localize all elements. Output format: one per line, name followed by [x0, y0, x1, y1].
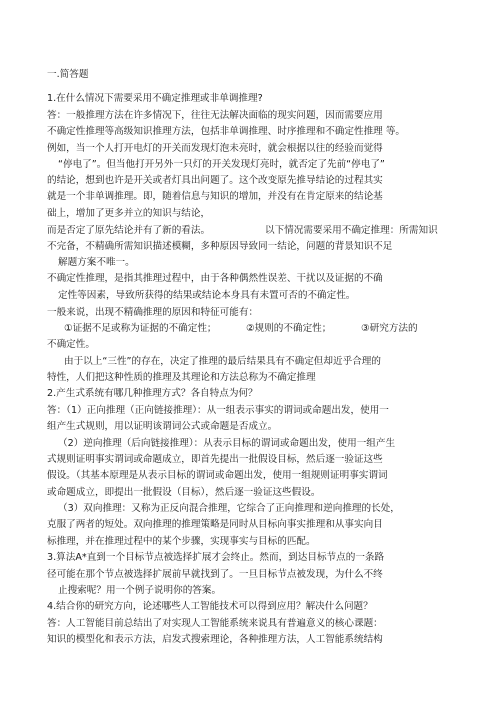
answer-line: 不确定性推理等高级知识推理方法，包括非单调推理、时序推理和不确定性推理 等。 [47, 126, 406, 137]
answer-line: 克服了两者的短处。双向推理的推理策略是同时从目标向事实推理和从事实向目 [47, 519, 383, 530]
list-item: ②规则的不确定性； [246, 323, 332, 334]
answer-line: 答：一般推理方法在许多情况下，往往无法解决面临的现实问题，因而需要应用 [47, 110, 383, 121]
answer-line: 不完备，不精确所需知识描述模糊，多种原因导致同一结论，问题的背景知识不足 [47, 241, 393, 252]
answer-line: 以下情况需要采用不确定推理：所需知识 [265, 225, 438, 236]
answer-line: 由于以上“三性”的存在，决定了推理的最后结果具有不确定但却近乎合理的 [64, 356, 381, 367]
answer-line: 础上，增加了更多并立的知识与结论， [47, 208, 211, 219]
answer-line: 就是一个非单调推理。即，随着信息与知识的增加，并没有在肯定原来的结论基 [47, 191, 383, 202]
answer-line: 或命题成立，即提出一批假设（目标），然后逐一验证这些假设。 [47, 487, 321, 498]
section-title: 一.简答题 [47, 69, 89, 80]
answer-line: 答：（1）正向推理（正向链接推理）：从一组表示事实的谓词或命题出发，使用一 [47, 405, 389, 416]
answer-line: 假设。（其基本原理是从表示目标的谓词或命题出发，使用一组规则证明事实谓词 [47, 470, 388, 481]
answer-line: 而是否定了原先结论并有了新的看法。 [47, 225, 211, 236]
question-1: 1.在什么情况下需要采用不确定推理或非单调推理? [47, 93, 263, 104]
answer-line: 止搜索呢？用一个例子说明你的答案。 [58, 585, 222, 596]
answer-line: 不确定性推理，是指其推理过程中，由于各种偶然性误差、干扰以及证据的不确 [47, 273, 383, 284]
list-item: ③研究方法的 [361, 323, 418, 334]
answer-line: 例如，当一个人打开电灯的开关而发现灯泡未亮时，就会根据以往的经验而觉得 [47, 143, 383, 154]
question-3: 3.算法A*直到一个目标节点被选择扩展才会终止。然而，到达目标节点的一条路 [47, 552, 385, 563]
answer-line: （3）双向推理：又称为正反向混合推理，它综合了正向推理和逆向推理的长处， [58, 503, 400, 514]
answer-line: 不确定性。 [47, 339, 95, 350]
answer-line: 一般来说，出现不精确推理的原因和特征可能有： [47, 307, 259, 318]
answer-line: 答：人工智能目前总结出了对实现人工智能系统来说具有普遍意义的核心课题： [47, 618, 383, 629]
list-item: ①证据不足或称为证据的不确定性； [64, 323, 217, 334]
answer-line: 解题方案不唯一。 [58, 257, 135, 268]
answer-line: 式规则证明事实谓词或命题成立，即首先提出一批假设目标，然后逐一验证这些 [47, 454, 383, 465]
question-2: 2.产生式系统有哪几种推理方式？各自特点为何？ [47, 388, 258, 399]
answer-line: 定性等因素，导致所获得的结果或结论本身具有未置可否的不确定性。 [58, 290, 356, 301]
answer-line: （2）逆向推理（后向链接推理）：从表示目标的谓词或命题出发，使用一组产生 [58, 438, 396, 449]
answer-line: 组产生式规则，用以证明该谓词公式或命题是否成立。 [47, 421, 278, 432]
answer-line: “停电了”。但当他打开另外一只灯的开关发现灯亮时，就否定了先前“停电了” [58, 159, 385, 170]
answer-line: 径可能在那个节点被选择扩展前早就找到了。一旦目标节点被发现，为什么不终 [47, 569, 383, 580]
answer-line: 知识的模型化和表示方法，启发式搜索理论，各种推理方法，人工智能系统结构 [47, 634, 383, 645]
question-4: 4.结合你的研究方向，论述哪些人工智能技术可以得到应用？解决什么问题？ [47, 601, 373, 612]
answer-line: 特性，人们把这种性质的推理及其理论和方法总称为不确定推理 [47, 372, 316, 383]
answer-line: 的结论，想到也许是开关或者灯具出问题了。这个改变原先推导结论的过程其实 [47, 175, 383, 186]
answer-line: 标推理，并在推理过程中的某个步骤，实现事实与目标的匹配。 [47, 536, 316, 547]
